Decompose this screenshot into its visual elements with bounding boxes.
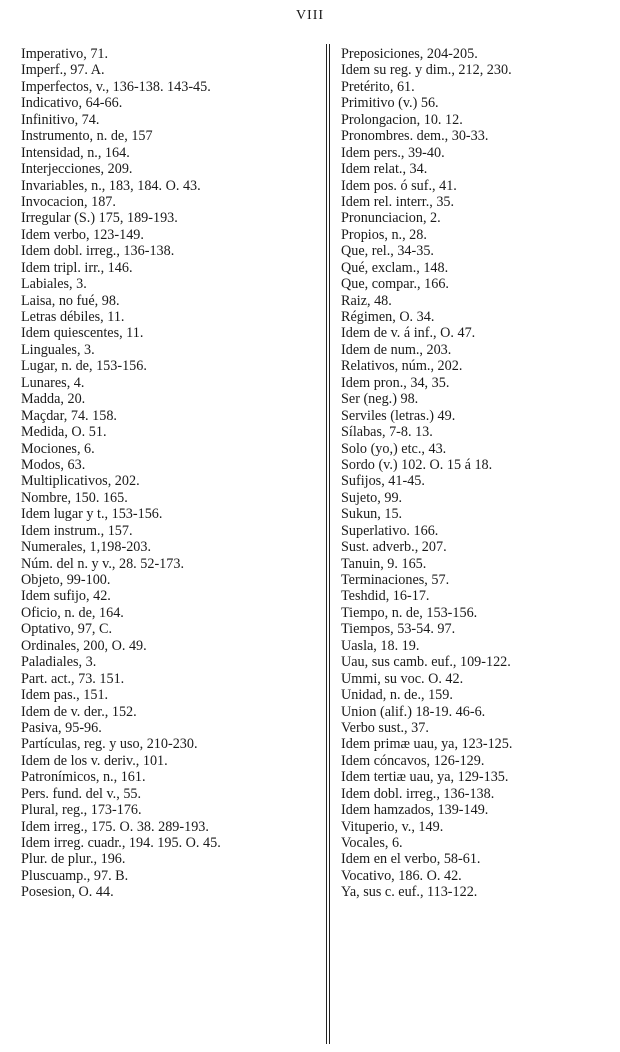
index-entry: Prolongacion, 10. 12. xyxy=(341,111,463,128)
index-entry: Idem instrum., 157. xyxy=(21,522,133,539)
index-entry: Idem dobl. irreg., 136-138. xyxy=(21,243,175,260)
index-entry: Posesion, O. 44. xyxy=(21,884,114,901)
index-entry: Vituperio, v., 149. xyxy=(341,818,444,835)
index-entry: Sujeto, 99. xyxy=(341,489,403,506)
index-entry: Idem irreg. cuadr., 194. 195. O. 45. xyxy=(21,835,221,851)
index-entry: Uau, sus camb. euf., 109-122. xyxy=(341,654,511,671)
index-entry: Preposiciones, 204-205. xyxy=(341,46,478,62)
index-entry: Idem de v. á inf., O. 47. xyxy=(341,325,476,342)
index-entry: Unidad, n. de., 159. xyxy=(341,687,453,704)
index-entry: Intensidad, n., 164. xyxy=(21,144,130,161)
index-entry: Lugar, n. de, 153-156. xyxy=(21,358,147,375)
index-entry: Part. act., 73. 151. xyxy=(21,670,125,687)
index-entry: Infinitivo, 74. xyxy=(21,111,100,128)
index-entry: Mociones, 6. xyxy=(21,440,95,457)
index-entry: Imperf., 97. A. xyxy=(21,62,105,79)
index-entry: Maçdar, 74. 158. xyxy=(21,407,117,424)
column-divider xyxy=(329,44,330,1044)
index-entry: Idem pers., 39-40. xyxy=(341,144,445,161)
index-entry: Propios, n., 28. xyxy=(341,226,427,243)
index-entry: Pluscuamp., 97. B. xyxy=(21,867,129,884)
index-entry: Madda, 20. xyxy=(21,391,86,408)
index-entry: Invariables, n., 183, 184. O. 43. xyxy=(21,177,201,194)
index-entry: Irregular (S.) 175, 189-193. xyxy=(21,210,178,227)
index-entry: Idem sufijo, 42. xyxy=(21,588,111,605)
index-entry: Idem rel. interr., 35. xyxy=(341,193,455,210)
index-entry: Vocativo, 186. O. 42. xyxy=(341,867,462,884)
index-entry: Imperativo, 71. xyxy=(21,46,109,62)
index-entry: Terminaciones, 57. xyxy=(341,572,450,588)
index-entry: Letras débiles, 11. xyxy=(21,309,125,325)
index-entry: Uasla, 18. 19. xyxy=(341,637,420,654)
index-entry: Ordinales, 200, O. 49. xyxy=(21,637,147,654)
index-entry: Plur. de plur., 196. xyxy=(21,851,126,868)
index-entry: Imperfectos, v., 136-138. 143-45. xyxy=(21,78,211,95)
index-entry: Interjecciones, 209. xyxy=(21,161,133,178)
index-entry: Ya, sus c. euf., 113-122. xyxy=(341,884,478,901)
index-entry: Idem en el verbo, 58-61. xyxy=(341,851,481,868)
index-entry: Verbo sust., 37. xyxy=(341,719,429,736)
index-entry: Sordo (v.) 102. O. 15 á 18. xyxy=(341,456,493,473)
index-entry: Idem hamzados, 139-149. xyxy=(341,802,489,819)
index-entry: Nombre, 150. 165. xyxy=(21,489,128,506)
index-entry: Paladiales, 3. xyxy=(21,654,97,671)
index-entry: Idem lugar y t., 153-156. xyxy=(21,506,163,523)
index-entry: Idem pas., 151. xyxy=(21,687,109,704)
index-entry: Idem tertiæ uau, ya, 129-135. xyxy=(341,769,509,786)
page-number: VIII xyxy=(295,8,325,23)
index-entry: Plural, reg., 173-176. xyxy=(21,802,142,819)
index-entry: Medida, O. 51. xyxy=(21,424,107,441)
column-divider xyxy=(326,44,327,1044)
index-entry: Union (alif.) 18-19. 46-6. xyxy=(341,703,486,720)
index-entry: Que, compar., 166. xyxy=(341,276,449,293)
index-entry: Idem quiescentes, 11. xyxy=(21,325,144,342)
index-entry: Pretérito, 61. xyxy=(341,78,415,95)
index-entry: Linguales, 3. xyxy=(21,341,95,358)
index-entry: Raiz, 48. xyxy=(341,292,392,309)
index-entry: Que, rel., 34-35. xyxy=(341,243,434,260)
index-entry: Idem de los v. deriv., 101. xyxy=(21,752,168,769)
index-entry: Idem relat., 34. xyxy=(341,161,428,178)
index-entry: Idem de num., 203. xyxy=(341,341,452,358)
index-entry: Pers. fund. del v., 55. xyxy=(21,785,142,802)
index-entry: Modos, 63. xyxy=(21,456,86,473)
index-column-right xyxy=(341,46,611,901)
index-entry: Invocacion, 187. xyxy=(21,193,116,210)
index-entry: Sust. adverb., 207. xyxy=(341,539,447,556)
index-entry: Ser (neg.) 98. xyxy=(341,391,419,408)
index-entry: Idem primæ uau, ya, 123-125. xyxy=(341,736,513,753)
index-entry: Núm. del n. y v., 28. 52-173. xyxy=(21,555,185,572)
index-entry: Numerales, 1,198-203. xyxy=(21,539,152,556)
index-entry: Objeto, 99-100. xyxy=(21,572,111,588)
index-entry: Tiempo, n. de, 153-156. xyxy=(341,604,478,621)
index-entry: Idem pos. ó suf., 41. xyxy=(341,177,457,194)
index-entry: Serviles (letras.) 49. xyxy=(341,407,456,424)
index-entry: Idem de v. der., 152. xyxy=(21,703,137,720)
index-entry: Pronunciacion, 2. xyxy=(341,210,441,227)
index-entry: Idem irreg., 175. O. 38. 289-193. xyxy=(21,818,209,835)
index-entry: Régimen, O. 34. xyxy=(341,309,435,325)
index-entry: Idem verbo, 123-149. xyxy=(21,226,144,243)
index-entry: Idem su reg. y dim., 212, 230. xyxy=(341,62,512,79)
index-entry: Optativo, 97, C. xyxy=(21,621,113,638)
index-entry: Idem cóncavos, 126-129. xyxy=(341,752,485,769)
index-entry: Idem tripl. irr., 146. xyxy=(21,259,133,276)
index-column-left xyxy=(21,46,321,901)
index-entry: Labiales, 3. xyxy=(21,276,87,293)
index-entry: Sílabas, 7-8. 13. xyxy=(341,424,433,441)
index-entry: Patronímicos, n., 161. xyxy=(21,769,146,786)
index-entry: Idem dobl. irreg., 136-138. xyxy=(341,785,495,802)
index-entry: Tanuin, 9. 165. xyxy=(341,555,427,572)
index-entry: Lunares, 4. xyxy=(21,374,85,391)
index-entry: Sukun, 15. xyxy=(341,506,403,523)
index-entry: Primitivo (v.) 56. xyxy=(341,95,439,112)
index-entry: Pronombres. dem., 30-33. xyxy=(341,128,489,145)
index-entry: Relativos, núm., 202. xyxy=(341,358,463,375)
index-entry: Ummi, su voc. O. 42. xyxy=(341,670,464,687)
index-entry: Qué, exclam., 148. xyxy=(341,259,449,276)
index-entry: Partículas, reg. y uso, 210-230. xyxy=(21,736,198,753)
index-entry: Multiplicativos, 202. xyxy=(21,473,140,490)
index-entry: Instrumento, n. de, 157 xyxy=(21,128,153,145)
index-entry: Pasiva, 95-96. xyxy=(21,719,102,736)
index-entry: Indicativo, 64-66. xyxy=(21,95,123,112)
index-entry: Solo (yo,) etc., 43. xyxy=(341,440,447,457)
index-entry: Sufijos, 41-45. xyxy=(341,473,425,490)
index-entry: Vocales, 6. xyxy=(341,835,403,851)
index-entry: Oficio, n. de, 164. xyxy=(21,604,124,621)
index-entry: Laisa, no fué, 98. xyxy=(21,292,120,309)
index-entry: Idem pron., 34, 35. xyxy=(341,374,450,391)
index-entry: Tiempos, 53-54. 97. xyxy=(341,621,456,638)
index-entry: Teshdid, 16-17. xyxy=(341,588,430,605)
index-entry: Superlativo. 166. xyxy=(341,522,439,539)
